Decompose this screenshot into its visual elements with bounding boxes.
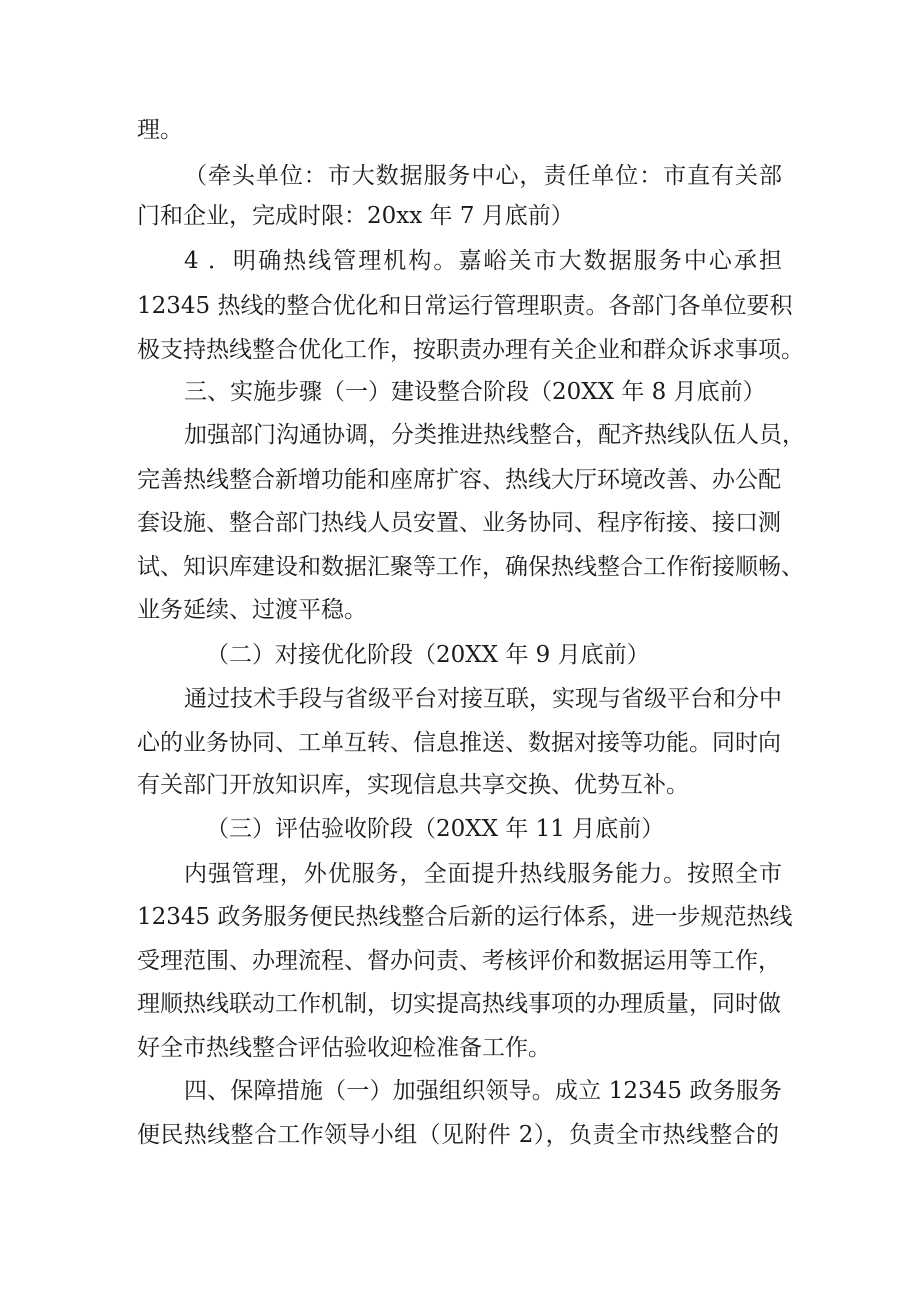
text-line: 业务延续、过渡平稳。 — [137, 597, 367, 623]
text-line: 内强管理，外优服务，全面提升热线服务能力。按照全市 — [184, 861, 782, 887]
text-line: 门和企业，完成时限：20xx 年 7 月底前） — [137, 203, 574, 229]
text-line: 加强部门沟通协调，分类推进热线整合，配齐热线队伍人员， — [184, 422, 805, 448]
text-line: 套设施、整合部门热线人员安置、业务协同、程序衔接、接口测 — [137, 510, 781, 536]
text-line: 试、知识库建设和数据汇聚等工作，确保热线整合工作衔接顺畅、 — [137, 554, 804, 580]
text-line: 受理范围、办理流程、督办问责、考核评价和数据运用等工作， — [137, 948, 781, 974]
text-line: （牵头单位：市大数据服务中心，责任单位：市直有关部 — [184, 163, 782, 189]
text-line: 完善热线整合新增功能和座席扩容、热线大厅环境改善、办公配 — [137, 467, 781, 493]
text-line: 心的业务协同、工单互转、信息推送、数据对接等功能。同时向 — [137, 730, 781, 756]
section-heading: 三、实施步骤（一）建设整合阶段（20XX 年 8 月底前） — [184, 379, 766, 405]
section-heading: （三）评估验收阶段（20XX 年 11 月底前） — [206, 816, 665, 842]
text-line: 12345 政务服务便民热线整合后新的运行体系，进一步规范热线 — [137, 904, 793, 930]
section-heading: 四、保障措施（一）加强组织领导。成立 12345 政务服务 — [184, 1078, 782, 1104]
text-line: 通过技术手段与省级平台对接互联，实现与省级平台和分中 — [184, 686, 782, 712]
text-line: 4 ．明确热线管理机构。嘉峪关市大数据服务中心承担 — [184, 248, 782, 274]
text-line: 理顺热线联动工作机制，切实提高热线事项的办理质量，同时做 — [137, 991, 781, 1017]
text-line: 极支持热线整合优化工作，按职责办理有关企业和群众诉求事项。 — [137, 337, 804, 363]
text-line: 有关部门开放知识库，实现信息共享交换、优势互补。 — [137, 772, 689, 798]
text-line: 便民热线整合工作领导小组（见附件 2），负责全市热线整合的 — [137, 1122, 779, 1148]
text-line: 12345 热线的整合优化和日常运行管理职责。各部门各单位要积 — [137, 293, 793, 319]
text-line: 理。 — [137, 117, 183, 143]
section-heading: （二）对接优化阶段（20XX 年 9 月底前） — [206, 642, 650, 668]
text-line: 好全市热线整合评估验收迎检准备工作。 — [137, 1035, 551, 1061]
